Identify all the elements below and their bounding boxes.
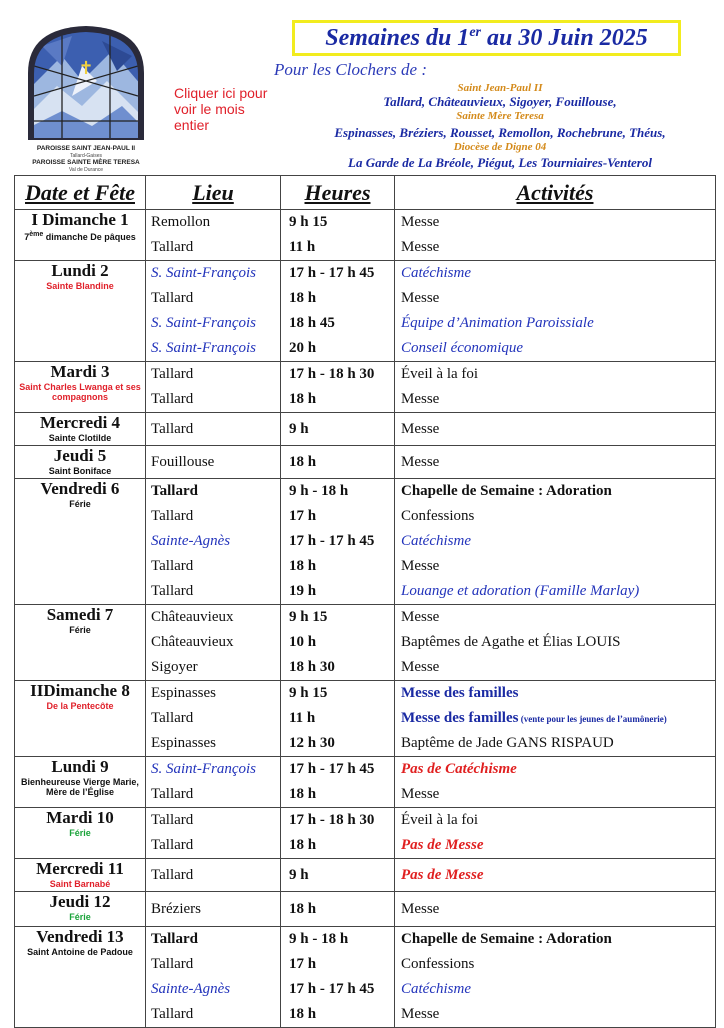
heure-text: 20 h	[289, 340, 317, 356]
activite-text: Messe	[401, 558, 440, 574]
lieu-cell	[146, 210, 281, 261]
day-row	[15, 479, 716, 605]
lieu-text: Tallard	[151, 867, 194, 883]
activite-cell	[395, 859, 716, 892]
svg-text:PAROISSE SAINT JEAN-PAUL II: PAROISSE SAINT JEAN-PAUL II	[36, 145, 136, 152]
activite-text: Pas de Messe	[401, 837, 484, 853]
day-name: I Dimanche 1	[31, 210, 129, 229]
svg-text:✝: ✝	[78, 58, 94, 79]
clocher-line: Diocèse de Digne 04	[453, 141, 547, 153]
activite-text: Messe	[401, 786, 440, 802]
date-cell	[15, 808, 146, 859]
heure-text: 18 h 30	[289, 659, 335, 675]
heure-cell	[281, 859, 395, 892]
activite-text: Messe	[401, 659, 440, 675]
activite-text: Pas de Messe	[401, 867, 484, 883]
day-name: Mardi 10	[46, 808, 114, 827]
activite-text: Catéchisme	[401, 533, 471, 549]
feast-name: Sainte Clotilde	[48, 433, 112, 443]
activite-text: Louange et adoration (Famille Marlay)	[401, 583, 640, 599]
heure-text: 9 h - 18 h	[289, 483, 349, 499]
clocher-line: La Garde de La Bréole, Piégut, Les Tourniaires-Venterol	[348, 155, 652, 170]
lieu-cell	[146, 362, 281, 413]
heure-text: 10 h	[289, 634, 317, 650]
heure-text: 18 h	[289, 558, 317, 574]
feast-name: De la Pentecôte	[46, 701, 114, 711]
lieu-text: Châteauvieux	[151, 634, 234, 650]
activite-text: Messe des familles (vente pour les jeunes de l’aumônerie)	[401, 710, 667, 726]
day-row	[15, 261, 716, 362]
clocher-line: Saint Jean-Paul II	[457, 82, 543, 94]
heure-text: 9 h	[289, 421, 309, 437]
heure-cell	[281, 757, 395, 808]
activite-text: Messe	[401, 214, 440, 230]
col-header-heures: Heures	[281, 176, 395, 210]
heure-cell	[281, 210, 395, 261]
activite-cell	[395, 479, 716, 605]
date-cell	[15, 261, 146, 362]
feast-name: Saint Barnabé	[49, 879, 111, 889]
heure-cell	[281, 261, 395, 362]
heure-text: 18 h	[289, 786, 317, 802]
clocher-line: Sainte Mère Teresa	[456, 110, 544, 122]
activite-cell	[395, 413, 716, 446]
lieu-text: Fouillouse	[151, 454, 215, 470]
page-title	[292, 20, 681, 56]
day-name: Samedi 7	[46, 605, 114, 624]
heure-text: 17 h - 17 h 45	[289, 981, 375, 997]
heure-text: 17 h - 17 h 45	[289, 533, 375, 549]
day-row	[15, 927, 716, 1028]
feast-name: Férie	[69, 625, 91, 635]
day-row	[15, 605, 716, 681]
heure-text: 9 h 15	[289, 214, 328, 230]
activite-text: Pas de Catéchisme	[401, 761, 517, 777]
lieu-cell	[146, 681, 281, 757]
day-row	[15, 892, 716, 927]
feast-name: Sainte Blandine	[46, 281, 114, 291]
activite-cell	[395, 892, 716, 927]
activite-cell	[395, 605, 716, 681]
heure-text: 18 h	[289, 391, 317, 407]
heure-text: 18 h 45	[289, 315, 335, 331]
schedule-table	[14, 175, 716, 1028]
activite-text: Catéchisme	[401, 265, 471, 281]
heure-text: 17 h	[289, 508, 317, 524]
activite-text: Chapelle de Semaine : Adoration	[401, 483, 612, 499]
activite-cell	[395, 362, 716, 413]
feast-name: Férie	[69, 828, 91, 838]
activite-cell	[395, 681, 716, 757]
day-row	[15, 446, 716, 479]
date-cell	[15, 757, 146, 808]
lieu-text: Remollon	[151, 214, 211, 230]
heure-text: 17 h - 17 h 45	[289, 265, 375, 281]
date-cell	[15, 681, 146, 757]
clochers-heading: Pour les Clochers de :	[274, 60, 427, 79]
activite-text: Conseil économique	[401, 340, 524, 356]
activite-cell	[395, 757, 716, 808]
heure-text: 18 h	[289, 1006, 317, 1022]
activite-text: Baptême de Jade GANS RISPAUD	[401, 735, 614, 751]
date-cell	[15, 927, 146, 1028]
heure-text: 18 h	[289, 901, 317, 917]
day-row	[15, 413, 716, 446]
day-name: Mardi 3	[50, 362, 110, 381]
activite-text: Messe	[401, 290, 440, 306]
feast-name: Saint Antoine de Padoue	[27, 947, 133, 957]
lieu-text: S. Saint-François	[151, 315, 256, 331]
lieu-text: S. Saint-François	[151, 761, 256, 777]
parish-logo	[22, 26, 150, 172]
day-name: Mercredi 4	[39, 413, 121, 432]
day-row	[15, 859, 716, 892]
feast-name: Férie	[69, 912, 91, 922]
day-name: Vendredi 13	[36, 927, 124, 946]
heure-text: 17 h - 17 h 45	[289, 761, 375, 777]
feast-name: Saint Boniface	[48, 466, 112, 476]
lieu-text: Espinasses	[151, 685, 216, 701]
activite-cell	[395, 261, 716, 362]
clocher-line: Tallard, Châteauvieux, Sigoyer, Fouillouse,	[383, 94, 617, 109]
lieu-text: Tallard	[151, 290, 194, 306]
heure-text: 19 h	[289, 583, 317, 599]
day-name: Vendredi 6	[40, 479, 120, 498]
heure-cell	[281, 681, 395, 757]
lieu-cell	[146, 757, 281, 808]
lieu-text: Tallard	[151, 558, 194, 574]
heure-cell	[281, 413, 395, 446]
heure-cell	[281, 808, 395, 859]
activite-text: Éveil à la foi	[401, 366, 479, 382]
activite-cell	[395, 210, 716, 261]
heure-text: 17 h	[289, 956, 317, 972]
heure-text: 12 h 30	[289, 735, 335, 751]
activite-text: Messe	[401, 609, 440, 625]
col-header-activites: Activités	[395, 176, 716, 210]
feast-name: Férie	[69, 499, 91, 509]
lieu-text: Espinasses	[151, 735, 216, 751]
day-row	[15, 757, 716, 808]
date-cell	[15, 605, 146, 681]
heure-text: 17 h - 18 h 30	[289, 812, 375, 828]
lieu-text: Tallard	[151, 786, 194, 802]
date-cell	[15, 362, 146, 413]
heure-text: 18 h	[289, 837, 317, 853]
lieu-text: Tallard	[151, 421, 194, 437]
feast-name: Bienheureuse Vierge Marie, Mère de l’Église	[21, 777, 139, 797]
lieu-text: S. Saint-François	[151, 265, 256, 281]
activite-cell	[395, 446, 716, 479]
lieu-cell	[146, 446, 281, 479]
lieu-text: Bréziers	[151, 901, 201, 917]
activite-text: Messe des familles	[401, 685, 519, 701]
activite-note: (vente pour les jeunes de l’aumônerie)	[518, 714, 667, 724]
lieu-cell	[146, 859, 281, 892]
activite-text: Chapelle de Semaine : Adoration	[401, 931, 612, 947]
svg-text:Val de Durance: Val de Durance	[68, 167, 104, 172]
day-row	[15, 808, 716, 859]
lieu-text: Tallard	[151, 239, 194, 255]
feast-name: 7ème dimanche De pâques	[24, 231, 136, 242]
activite-text: Catéchisme	[401, 981, 471, 997]
heure-cell	[281, 446, 395, 479]
feast-name: Saint Charles Lwanga et ses compagnons	[19, 382, 141, 402]
col-header-lieu: Lieu	[146, 176, 281, 210]
lieu-text: Tallard	[151, 366, 194, 382]
activite-text: Confessions	[401, 956, 475, 972]
lieu-text: Châteauvieux	[151, 609, 234, 625]
date-cell	[15, 479, 146, 605]
heure-cell	[281, 892, 395, 927]
activite-text: Messe	[401, 239, 440, 255]
lieu-cell	[146, 413, 281, 446]
heure-cell	[281, 605, 395, 681]
heure-cell	[281, 927, 395, 1028]
activite-text: Messe	[401, 454, 440, 470]
lieu-text: Tallard	[151, 483, 198, 499]
month-view-link[interactable]: Cliquer ici pour voir le mois entier	[174, 85, 268, 133]
lieu-cell	[146, 605, 281, 681]
lieu-text: Tallard	[151, 837, 194, 853]
lieu-text: Sigoyer	[151, 659, 198, 675]
lieu-text: S. Saint-François	[151, 340, 256, 356]
title-sup: er	[469, 24, 481, 40]
activite-text: Messe	[401, 421, 440, 437]
heure-cell	[281, 362, 395, 413]
col-header-date: Date et Fête	[15, 176, 146, 210]
clocher-line: Espinasses, Bréziers, Rousset, Remollon, Rochebrune, Théus,	[334, 125, 666, 140]
day-row	[15, 362, 716, 413]
activite-text: Messe	[401, 901, 440, 917]
day-name: Lundi 2	[51, 261, 109, 280]
lieu-cell	[146, 892, 281, 927]
lieu-text: Tallard	[151, 812, 194, 828]
date-cell	[15, 210, 146, 261]
heure-cell	[281, 479, 395, 605]
lieu-text: Sainte-Agnès	[151, 981, 231, 997]
day-name: Jeudi 12	[49, 892, 111, 911]
activite-cell	[395, 808, 716, 859]
heure-text: 9 h	[289, 867, 309, 883]
title-suffix: au 30 Juin 2025	[480, 24, 648, 51]
activite-text: Messe	[401, 391, 440, 407]
date-cell	[15, 413, 146, 446]
title-prefix: Semaines du 1	[325, 24, 470, 51]
table-header-row	[15, 176, 716, 210]
date-cell	[15, 892, 146, 927]
heure-text: 18 h	[289, 290, 317, 306]
heure-text: 11 h	[289, 710, 316, 726]
lieu-text: Tallard	[151, 956, 194, 972]
activite-text: Messe	[401, 1006, 440, 1022]
heure-text: 18 h	[289, 454, 317, 470]
svg-text:PAROISSE SAINTE MÈRE TERESA: PAROISSE SAINTE MÈRE TERESA	[32, 159, 140, 166]
activite-text: Équipe d’Animation Paroissiale	[401, 315, 594, 331]
day-name: Jeudi 5	[53, 446, 107, 465]
day-row	[15, 681, 716, 757]
lieu-text: Sainte-Agnès	[151, 533, 231, 549]
activite-text: Éveil à la foi	[401, 812, 479, 828]
lieu-text: Tallard	[151, 583, 194, 599]
lieu-text: Tallard	[151, 391, 194, 407]
lieu-text: Tallard	[151, 1006, 194, 1022]
day-name: IIDimanche 8	[30, 681, 130, 700]
lieu-cell	[146, 808, 281, 859]
lieu-text: Tallard	[151, 931, 198, 947]
heure-text: 9 h - 18 h	[289, 931, 349, 947]
heure-text: 9 h 15	[289, 609, 328, 625]
svg-text:Tallard-Gaises: Tallard-Gaises	[70, 153, 102, 159]
day-name: Mercredi 11	[36, 859, 124, 878]
activite-cell	[395, 927, 716, 1028]
activite-text: Confessions	[401, 508, 475, 524]
heure-text: 9 h 15	[289, 685, 328, 701]
lieu-text: Tallard	[151, 508, 194, 524]
date-cell	[15, 859, 146, 892]
heure-text: 17 h - 18 h 30	[289, 366, 375, 382]
lieu-cell	[146, 927, 281, 1028]
heure-text: 11 h	[289, 239, 316, 255]
lieu-cell	[146, 479, 281, 605]
date-cell	[15, 446, 146, 479]
activite-text: Baptêmes de Agathe et Élias LOUIS	[401, 634, 621, 650]
day-row	[15, 210, 716, 261]
day-name: Lundi 9	[51, 757, 109, 776]
lieu-text: Tallard	[151, 710, 194, 726]
lieu-cell	[146, 261, 281, 362]
